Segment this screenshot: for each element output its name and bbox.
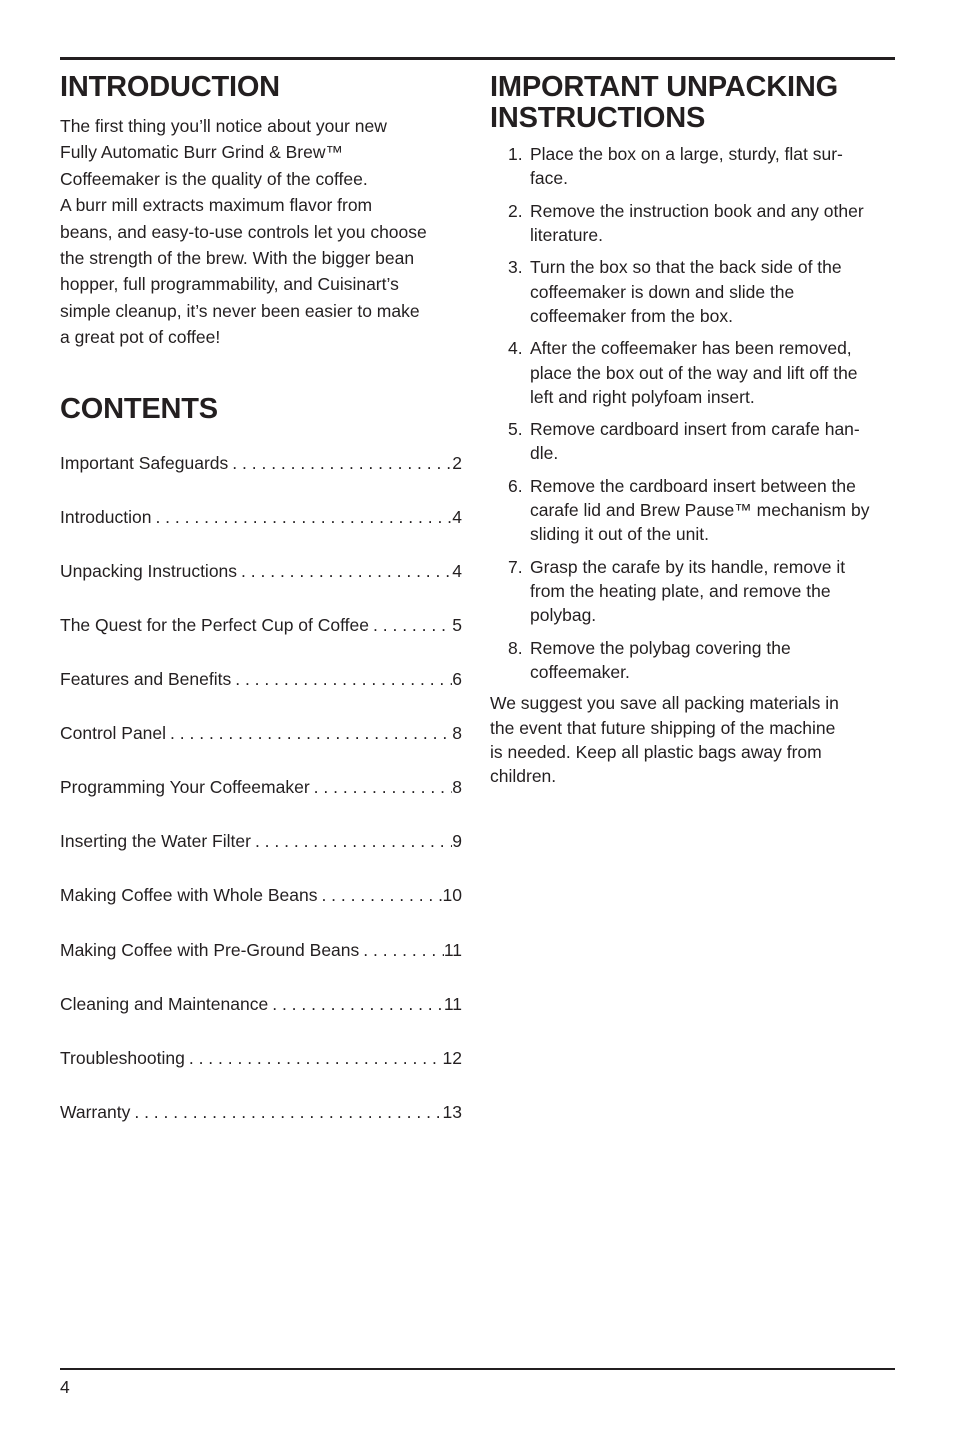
toc-leader: [268, 993, 444, 1015]
intro-line: the strength of the brew. With the bigger bean: [60, 248, 415, 269]
toc-label: Features and Benefits: [60, 669, 232, 690]
toc-entry[interactable]: [60, 1101, 462, 1155]
closing-line: is needed. Keep all plastic bags away from: [490, 741, 822, 762]
toc-label: Introduction: [60, 506, 152, 527]
toc-leader: [228, 452, 452, 474]
toc-label: Making Coffee with Pre-Ground Beans: [60, 939, 360, 960]
step-number: 6.: [508, 475, 523, 496]
contents-heading: CONTENTS: [60, 392, 218, 425]
toc-page: 2: [452, 452, 462, 473]
toc-entry[interactable]: [60, 560, 462, 614]
list-item: [490, 417, 900, 465]
list-item: [490, 142, 900, 190]
step-number: 8.: [508, 637, 523, 658]
toc-entry[interactable]: [60, 776, 462, 830]
toc-page: 8: [452, 777, 462, 798]
toc-entry[interactable]: [60, 452, 462, 506]
step-line: polybag.: [530, 605, 597, 626]
toc-label: The Quest for the Perfect Cup of Coffee: [60, 614, 370, 635]
toc-leader: [166, 722, 452, 744]
toc-leader: [130, 1101, 442, 1123]
toc-page: 8: [452, 723, 462, 744]
toc-page: 10: [442, 885, 462, 906]
toc-page: 12: [442, 1047, 462, 1068]
intro-line: hopper, full programmability, and Cuisinart’s: [60, 274, 399, 295]
step-line: coffeemaker.: [530, 661, 630, 682]
intro-line: A burr mill extracts maximum flavor from: [60, 195, 373, 216]
step-line: Remove the instruction book and any other: [530, 200, 864, 221]
toc-page: 11: [443, 993, 462, 1014]
step-line: sliding it out of the unit.: [530, 524, 709, 545]
toc-entry[interactable]: [60, 993, 462, 1047]
toc-leader: [185, 1047, 443, 1069]
step-line: literature.: [530, 224, 603, 245]
toc-leader: [237, 560, 452, 582]
list-item: [490, 336, 900, 409]
closing-line: the event that future shipping of the machine: [490, 717, 836, 738]
introduction-heading: INTRODUCTION: [60, 71, 280, 103]
step-line: Remove the polybag covering the: [530, 637, 791, 658]
toc-page: 5: [452, 614, 462, 635]
toc-page: 4: [452, 560, 462, 581]
page-number: 4: [60, 1377, 70, 1397]
right-column: [490, 72, 900, 788]
list-item: [490, 474, 900, 547]
unpacking-heading-line: IMPORTANT UNPACKING: [490, 71, 838, 103]
list-item: [490, 199, 900, 247]
toc-label: Making Coffee with Whole Beans: [60, 885, 318, 906]
step-line: place the box out of the way and lift off the: [530, 362, 858, 383]
step-line: Remove cardboard insert from carafe han-: [530, 419, 860, 440]
toc-leader: [251, 830, 452, 852]
toc-entry[interactable]: [60, 668, 462, 722]
step-line: Turn the box so that the back side of the: [530, 257, 842, 278]
step-number: 7.: [508, 556, 523, 577]
toc-entry[interactable]: [60, 939, 462, 993]
toc-label: Inserting the Water Filter: [60, 831, 251, 852]
step-line: left and right polyfoam insert.: [530, 386, 755, 407]
toc-page: 11: [443, 939, 462, 960]
toc-page: 6: [452, 669, 462, 690]
step-line: coffeemaker from the box.: [530, 305, 733, 326]
step-line: face.: [530, 168, 568, 189]
closing-paragraph: [490, 691, 900, 788]
toc-entry[interactable]: [60, 506, 462, 560]
step-number: 5.: [508, 419, 523, 440]
intro-line: Fully Automatic Burr Grind & Brew™: [60, 142, 343, 163]
closing-line: children.: [490, 766, 557, 787]
unpacking-heading-line: INSTRUCTIONS: [490, 102, 706, 134]
toc-entry[interactable]: [60, 1047, 462, 1101]
introduction-text: [60, 113, 462, 351]
step-number: 2.: [508, 200, 523, 221]
step-line: from the heating plate, and remove the: [530, 581, 831, 602]
bottom-rule: [60, 1368, 895, 1370]
step-number: 3.: [508, 257, 523, 278]
left-column: [60, 72, 462, 1155]
intro-line: beans, and easy-to-use controls let you choose: [60, 221, 427, 242]
list-item: [490, 255, 900, 328]
unpacking-heading: [490, 72, 900, 134]
toc-label: Warranty: [60, 1101, 131, 1122]
toc-page: 13: [442, 1101, 462, 1122]
toc-label: Important Safeguards: [60, 452, 229, 473]
intro-line: a great pot of coffee!: [60, 327, 221, 348]
toc-entry[interactable]: [60, 884, 462, 938]
toc-leader: [231, 668, 452, 690]
toc-label: Control Panel: [60, 723, 167, 744]
toc-leader: [151, 506, 452, 528]
step-line: Grasp the carafe by its handle, remove it: [530, 556, 846, 577]
toc-leader: [317, 884, 442, 906]
toc-label: Unpacking Instructions: [60, 560, 238, 581]
toc-label: Programming Your Coffeemaker: [60, 777, 310, 798]
step-line: Remove the cardboard insert between the: [530, 475, 856, 496]
list-item: [490, 555, 900, 628]
step-number: 1.: [508, 144, 523, 164]
intro-line: Coffeemaker is the quality of the coffee.: [60, 168, 368, 189]
toc-label: Troubleshooting: [60, 1047, 185, 1068]
step-line: coffeemaker is down and slide the: [530, 281, 795, 302]
unpacking-steps: [490, 142, 900, 684]
toc-leader: [359, 939, 444, 961]
step-line: After the coffeemaker has been removed,: [530, 338, 852, 359]
toc-page: 9: [452, 831, 462, 852]
step-number: 4.: [508, 338, 523, 359]
toc-entry[interactable]: [60, 722, 462, 776]
toc-page: 4: [452, 506, 462, 527]
intro-line: The first thing you’ll notice about your new: [60, 116, 387, 136]
intro-line: simple cleanup, it’s never been easier to make: [60, 300, 420, 321]
toc-entry[interactable]: [60, 830, 462, 884]
step-line: dle.: [530, 443, 559, 464]
step-line: Place the box on a large, sturdy, flat sur-: [530, 144, 843, 164]
top-rule: [60, 57, 895, 60]
toc-entry[interactable]: [60, 614, 462, 668]
list-item: [490, 636, 900, 684]
toc-label: Cleaning and Maintenance: [60, 993, 269, 1014]
toc-leader: [369, 614, 452, 636]
toc-leader: [310, 776, 453, 798]
closing-line: We suggest you save all packing materials in: [490, 693, 839, 714]
table-of-contents: [60, 452, 462, 1155]
step-line: carafe lid and Brew Pause™ mechanism by: [530, 500, 870, 521]
